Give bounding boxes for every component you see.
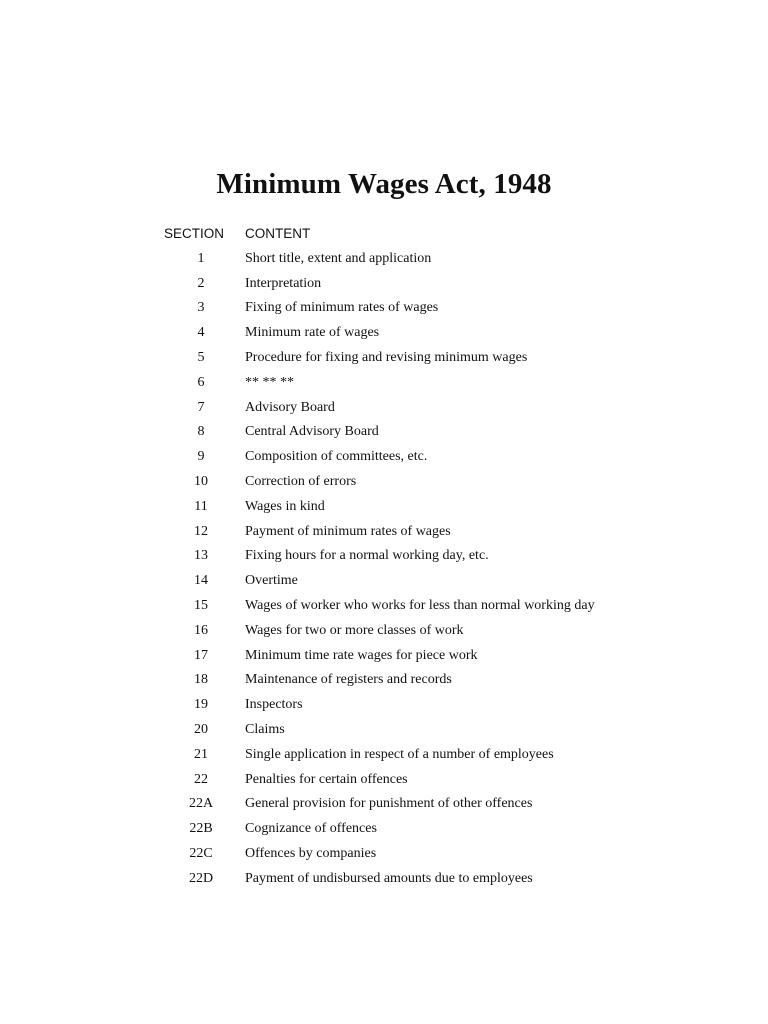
section-number: 16 xyxy=(194,622,208,638)
table-header-row xyxy=(0,222,768,247)
section-title: Composition of committees, etc. xyxy=(245,449,428,465)
table-row xyxy=(0,792,768,817)
table-row xyxy=(0,445,768,470)
table-row xyxy=(0,346,768,371)
table-row xyxy=(0,569,768,594)
section-number: 13 xyxy=(194,548,208,564)
section-number: 5 xyxy=(197,349,205,365)
table-row xyxy=(0,718,768,743)
section-title: Wages for two or more classes of work xyxy=(245,622,464,638)
contents-table xyxy=(0,222,768,892)
section-title: Maintenance of registers and records xyxy=(245,672,452,688)
section-title: Minimum rate of wages xyxy=(245,325,380,341)
section-title: Minimum time rate wages for piece work xyxy=(245,647,478,663)
section-title: Payment of minimum rates of wages xyxy=(245,523,451,539)
section-title: Wages in kind xyxy=(245,498,325,514)
section-number: 14 xyxy=(194,573,208,589)
section-number: 17 xyxy=(194,647,208,663)
section-number: 10 xyxy=(194,473,208,489)
page-title: Minimum Wages Act, 1948 xyxy=(216,168,552,200)
section-title: Single application in respect of a number of employees xyxy=(245,746,554,762)
section-number: 19 xyxy=(194,697,208,713)
section-title: Overtime xyxy=(245,573,298,589)
section-title: ** ** ** xyxy=(245,374,294,390)
table-row xyxy=(0,668,768,693)
section-title: Payment of undisbursed amounts due to employees xyxy=(245,870,533,886)
table-row xyxy=(0,619,768,644)
section-title: Correction of errors xyxy=(245,473,357,489)
table-row xyxy=(0,396,768,421)
section-number: 22 xyxy=(194,771,208,787)
section-title: Inspectors xyxy=(245,697,303,713)
section-title: Advisory Board xyxy=(245,399,335,415)
section-title: Offences by companies xyxy=(245,845,377,861)
table-row xyxy=(0,371,768,396)
section-number: 22B xyxy=(189,821,213,837)
section-title: Wages of worker who works for less than normal working day xyxy=(245,597,595,613)
table-row xyxy=(0,544,768,569)
section-number: 11 xyxy=(194,498,208,514)
table-row xyxy=(0,520,768,545)
section-number: 20 xyxy=(194,721,208,737)
section-title: Claims xyxy=(245,721,285,737)
table-row xyxy=(0,693,768,718)
table-row xyxy=(0,867,768,892)
table-row xyxy=(0,495,768,520)
table-row xyxy=(0,842,768,867)
section-number: 22D xyxy=(188,870,214,886)
section-title: Central Advisory Board xyxy=(245,424,379,440)
section-number: 15 xyxy=(194,597,208,613)
table-row xyxy=(0,272,768,297)
table-row xyxy=(0,817,768,842)
section-title: Fixing hours for a normal working day, etc. xyxy=(245,548,489,564)
section-column-header: SECTION xyxy=(164,226,225,241)
section-number: 22A xyxy=(188,796,214,812)
section-title: Interpretation xyxy=(245,275,322,291)
section-title: Cognizance of offences xyxy=(245,821,377,837)
table-row xyxy=(0,644,768,669)
table-row xyxy=(0,420,768,445)
table-row xyxy=(0,247,768,272)
section-title: General provision for punishment of other offences xyxy=(245,796,533,812)
section-number: 8 xyxy=(197,424,205,440)
section-number: 6 xyxy=(197,374,205,390)
section-number: 12 xyxy=(194,523,208,539)
section-number: 4 xyxy=(197,325,205,341)
content-column-header: CONTENT xyxy=(245,226,311,241)
table-row xyxy=(0,768,768,793)
section-number: 2 xyxy=(197,275,205,291)
section-number: 3 xyxy=(197,300,205,316)
table-row xyxy=(0,296,768,321)
table-body xyxy=(0,247,768,892)
section-number: 9 xyxy=(197,449,205,465)
section-number: 18 xyxy=(194,672,208,688)
table-row xyxy=(0,743,768,768)
section-title: Fixing of minimum rates of wages xyxy=(245,300,439,316)
table-row xyxy=(0,470,768,495)
section-number: 22C xyxy=(189,845,213,861)
section-number: 1 xyxy=(197,250,205,266)
section-title: Procedure for fixing and revising minimum wages xyxy=(245,349,528,365)
section-title: Short title, extent and application xyxy=(245,250,432,266)
section-number: 7 xyxy=(197,399,205,415)
table-row xyxy=(0,321,768,346)
section-title: Penalties for certain offences xyxy=(245,771,408,787)
section-number: 21 xyxy=(194,746,208,762)
table-row xyxy=(0,594,768,619)
